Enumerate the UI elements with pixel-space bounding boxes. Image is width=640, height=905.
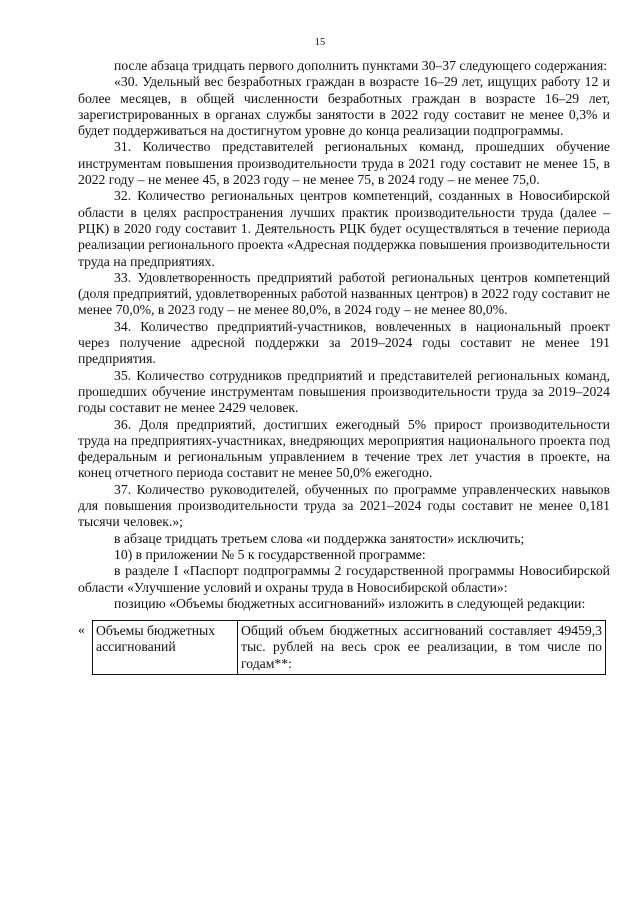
paragraph-position: позицию «Объемы бюджетных ассигнований» изложить в следующей редакции:: [114, 595, 586, 611]
paragraph-amendment-33: в абзаце тридцать третьем слова «и поддержка занятости» исключить;: [114, 530, 525, 546]
paragraph-item-31: 31. Количество представителей региональных команд, прошедших обучение инструментам повышения производительности труда в 2021 году составит не менее 15, в 2022 году – не менее 45, в 2023 году – не менее 75, в 2024 году – не менее 75,0.: [78, 139, 610, 188]
paragraph-item-30: «30. Удельный вес безработных граждан в возрасте 16–29 лет, ищущих работу 12 и более месяцев, в общей численности безработных граждан в возрасте 16–29 лет, зарегистрированных в органах службы занятости в 2022 году составит не менее 0,3% и будет поддерживаться на достигнутом уровне до конца реализации подпрограммы.: [78, 74, 610, 139]
paragraph-item-33: 33. Удовлетворенность предприятий работой региональных центров компетенций (доля предприятий, удовлетворенных работой названных центров) в 2022 году составит не менее 70,0%, в 2023 году – не менее 80,0%, в 2024 году – не менее 80,0%.: [78, 269, 610, 318]
opening-quote-mark: «: [78, 622, 85, 638]
budget-table: [92, 620, 606, 675]
paragraph-intro: после абзаца тридцать первого дополнить пунктами 30–37 следующего содержания:: [114, 58, 608, 73]
paragraph-item-37: 37. Количество руководителей, обученных по программе управленческих навыков для повышения производительности труда за 2021–2024 годы составит не менее 0,181 тысячи человек.»;: [78, 481, 610, 530]
page-number: 15: [314, 37, 326, 48]
table-row: [93, 621, 606, 675]
document-body: [78, 58, 610, 675]
budget-table-wrapper: [78, 620, 610, 675]
paragraph-item-32: 32. Количество региональных центров компетенций, созданных в Новосибирской области в целях распространения лучших практик производительности труда (далее – РЦК) в 2020 году составит 1. Деятельность РЦК будет осуществляться в течение периода реализации регионального проекта «Адресная поддержка повышения производительности труда на предприятиях.: [78, 188, 610, 269]
table-cell-value: Общий объем бюджетных ассигнований составляет 49459,3 тыс. рублей на весь срок ее реализации, в том числе по годам**:: [238, 621, 606, 675]
table-cell-label: Объемы бюджетных ассигнований: [93, 621, 238, 675]
paragraph-appendix-5: 10) в приложении № 5 к государственной программе:: [114, 546, 426, 562]
paragraph-item-35: 35. Количество сотрудников предприятий и представителей региональных команд, прошедших обучение инструментам повышения производительности труда за 2019–2024 годы составит не менее 2429 человек.: [78, 367, 610, 416]
paragraph-item-34: 34. Количество предприятий-участников, вовлеченных в национальный проект через получение адресной поддержки за 2019–2024 годы составит не менее 191 предприятия.: [78, 318, 610, 367]
paragraph-item-36: 36. Доля предприятий, достигших ежегодный 5% прирост производительности труда на предприятиях-участниках, внедряющих мероприятия национального проекта под федеральным и региональным управлением в течение трех лет участия в проекте, на конец отчетного периода составит не менее 50,0% ежегодно.: [78, 416, 610, 481]
paragraph-section-1: в разделе I «Паспорт подпрограммы 2 государственной программы Новосибирской области «Улучшение условий и охраны труда в Новосибирской области»:: [78, 563, 610, 595]
